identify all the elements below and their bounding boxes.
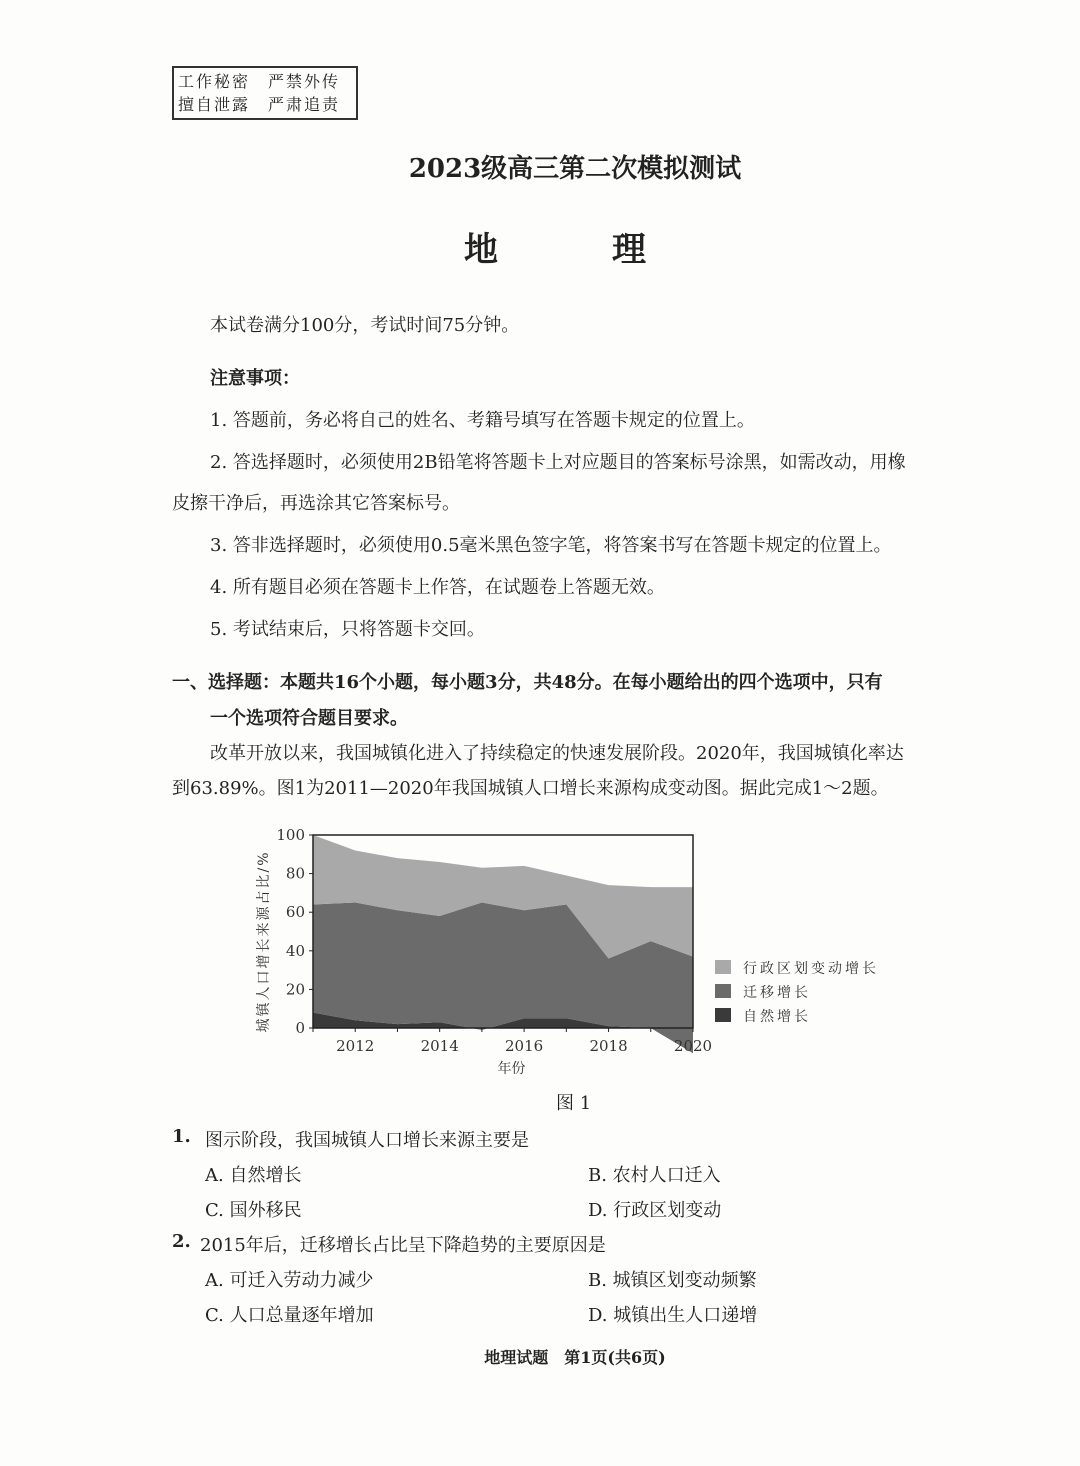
question-2-option-b: B. 城镇区划变动频繁: [588, 1270, 757, 1291]
y-tick-label: 60: [285, 903, 305, 922]
y-axis-label: 城镇人口增长来源占比/%: [256, 850, 272, 1033]
notice-4: 4. 所有题目必须在答题卡上作答，在试题卷上答题无效。: [210, 577, 665, 598]
question-2-option-d: D. 城镇出生人口递增: [588, 1305, 758, 1326]
stamp-line-1: 工作秘密 严禁外传: [178, 72, 341, 91]
passage-line-2: 到63.89%。图1为2011—2020年我国城镇人口增长来源构成变动图。据此完成1～2题。: [172, 778, 889, 799]
legend-swatch: [715, 984, 731, 998]
y-tick-label: 0: [295, 1019, 305, 1037]
confidential-stamp: [172, 66, 358, 120]
y-tick-label: 20: [285, 980, 305, 999]
urban-population-chart: [240, 820, 920, 1090]
page-footer: 地理试题 第1页(共6页): [484, 1348, 666, 1367]
question-2-option-c: C. 人口总量逐年增加: [205, 1305, 374, 1326]
x-axis-label: 年份: [497, 1061, 526, 1077]
notice-heading: 注意事项：: [210, 368, 300, 389]
figure-caption: 图 1: [556, 1093, 592, 1114]
x-tick-label: 2014: [420, 1037, 459, 1055]
section-heading-cont: 一个选项符合题目要求。: [210, 708, 408, 729]
section-heading: 一、选择题：本题共16个小题，每小题3分，共48分。在每小题给出的四个选项中，只有: [172, 672, 883, 693]
question-1-option-d: D. 行政区划变动: [588, 1200, 722, 1221]
intro-text: 本试卷满分100分，考试时间75分钟。: [210, 315, 520, 336]
question-1-number: 1.: [172, 1126, 191, 1147]
notice-3: 3. 答非选择题时，必须使用0.5毫米黑色签字笔，将答案书写在答题卡规定的位置上。: [210, 535, 892, 556]
legend-swatch: [715, 1008, 731, 1022]
legend-swatch: [715, 960, 731, 974]
y-tick-label: 100: [276, 826, 305, 844]
x-tick-label: 2018: [589, 1037, 628, 1055]
notice-2-cont: 皮擦干净后，再选涂其它答案标号。: [172, 493, 460, 514]
stamp-line-2: 擅自泄露 严肃追责: [178, 95, 341, 114]
y-tick-label: 40: [285, 941, 305, 960]
y-tick-label: 80: [285, 864, 305, 883]
x-tick-label: 2016: [505, 1037, 544, 1055]
question-2-number: 2.: [172, 1231, 191, 1252]
subject-title: 地 理: [464, 230, 686, 270]
x-tick-label: 2012: [336, 1037, 375, 1055]
notice-2: 2. 答选择题时，必须使用2B铅笔将答题卡上对应题目的答案标号涂黑，如需改动，用橡: [210, 452, 906, 473]
question-1-option-b: B. 农村人口迁入: [588, 1165, 721, 1186]
legend-label: 自然增长: [743, 1009, 811, 1025]
notice-5: 5. 考试结束后，只将答题卡交回。: [210, 619, 485, 640]
legend-label: 行政区划变动增长: [743, 961, 879, 977]
question-1-option-a: A. 自然增长: [205, 1165, 302, 1186]
notice-1: 1. 答题前，务必将自己的姓名、考籍号填写在答题卡规定的位置上。: [210, 410, 755, 431]
question-1-stem: 图示阶段，我国城镇人口增长来源主要是: [205, 1130, 529, 1151]
x-tick-label: 2020: [673, 1037, 713, 1055]
question-2-option-a: A. 可迁入劳动力减少: [205, 1270, 374, 1291]
legend-label: 迁移增长: [743, 985, 811, 1001]
question-1-option-c: C. 国外移民: [205, 1200, 302, 1221]
passage-line-1: 改革开放以来，我国城镇化进入了持续稳定的快速发展阶段。2020年，我国城镇化率达: [210, 743, 904, 764]
exam-title: 2023级高三第二次模拟测试: [408, 154, 742, 184]
question-2-stem: 2015年后，迁移增长占比呈下降趋势的主要原因是: [200, 1235, 606, 1256]
